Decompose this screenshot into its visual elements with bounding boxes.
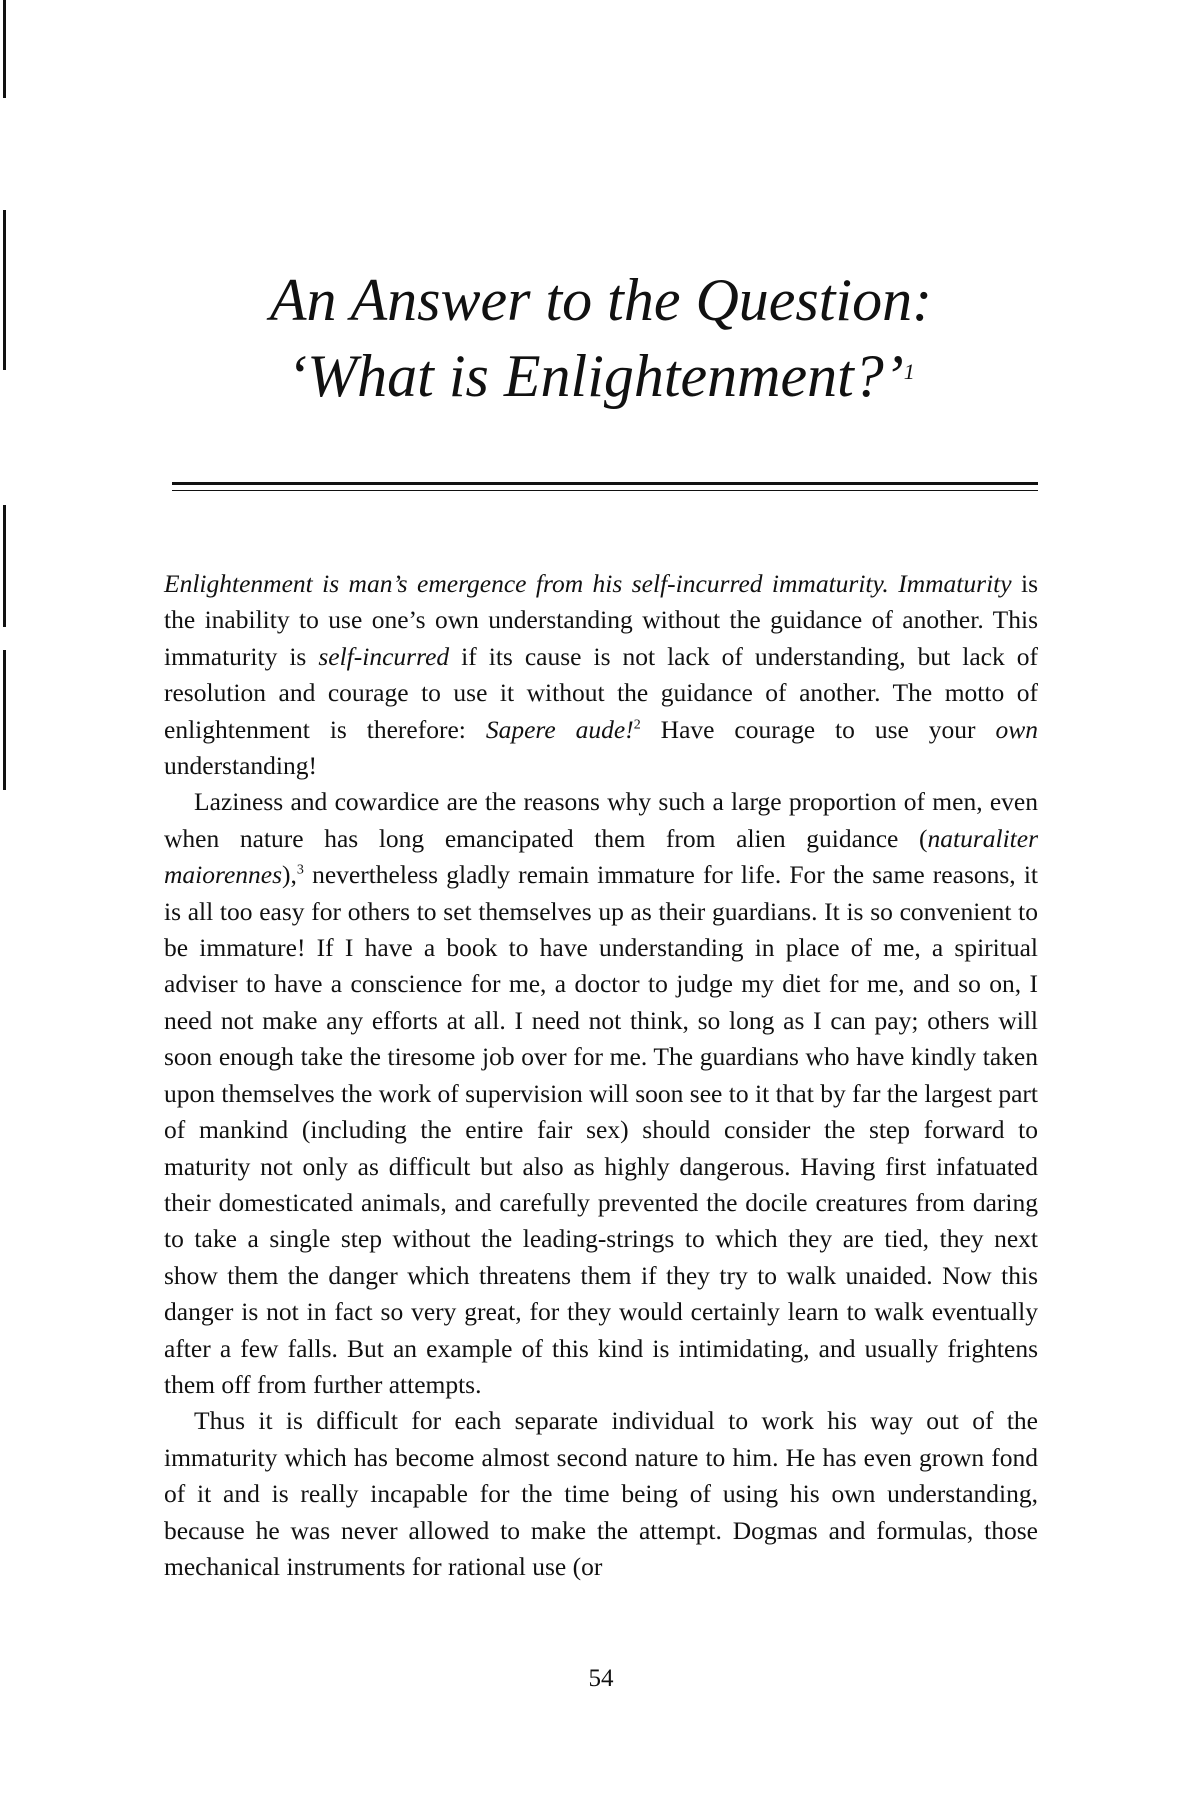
chapter-title-line-1: An Answer to the Question: — [269, 267, 933, 333]
paragraph-1-text-d: understanding! — [164, 751, 317, 781]
opening-sentence: Enlightenment is man’s emergence from his self-incurred immaturity. — [164, 569, 889, 598]
term-own: own — [995, 714, 1038, 744]
footnote-marker-3: 3 — [296, 862, 304, 878]
paragraph-2-text-a: Laziness and cowardice are the reasons why such a large proportion of men, even when nature has long emancipated them from alien guidance ( — [164, 787, 1038, 853]
paragraph-1-text-b: if its cause is not lack of understanding, but lack of resolution and courage to use it without the guidance of another. The motto of enlightenment is therefore: — [164, 641, 1039, 744]
paragraph-1-text-a: is the inability to use one’s own understanding without the guidance of another. This immaturity is — [164, 569, 1038, 671]
page-number: 54 — [588, 1665, 614, 1692]
body-text — [164, 566, 1038, 1585]
left-margin-bar-3 — [3, 505, 6, 627]
chapter-title-line-2: ‘What is Enlightenment?’ — [287, 343, 904, 409]
title-rule-thin — [172, 490, 1038, 491]
term-self-incurred: self-incurred — [318, 641, 450, 671]
paragraph-1-text-c: Have courage to use your — [640, 714, 996, 744]
paragraph-1 — [164, 566, 1038, 784]
left-margin-bar-1 — [3, 0, 6, 98]
latin-phrase: naturaliter maiorennes — [164, 823, 1038, 890]
left-margin-bar-2 — [3, 210, 6, 370]
paragraph-2-close: ), — [282, 860, 297, 890]
chapter-title — [164, 262, 1038, 414]
term-immaturity: Immaturity — [898, 569, 1012, 598]
title-footnote-marker: 1 — [903, 359, 915, 384]
paragraph-3-text: Thus it is difficult for each separate individual to work his way out of the immaturity which has become almost second nature to him. He has even grown fond of it and is really incapable for the time being of using his own understanding, because he was never allowed to make the attempt. Dogmas and formulas, those mechanical instruments for rational use (or — [164, 1406, 1038, 1581]
title-rule-thick — [172, 482, 1038, 485]
paragraph-2-text-b: nevertheless gladly remain immature for life. For the same reasons, it is all too easy for others to set themselves up as their guardians. It is so convenient to be immature! If I have a book to have understanding in place of me, a spiritual adviser to have a conscience for me, a doctor to judge my diet for me, and so on, I need not make any efforts at all. I need not think, so long as I can pay; others will soon enough take the tiresome job over for me. The guardians who have kindly taken upon themselves the work of supervision will soon see to it that by far the largest part of mankind (including the entire fair sex) should consider the step forward to maturity not only as difficult but also as highly dangerous. Having first infatuated their domesticated animals, and carefully prevented the docile creatures from daring to take a single step without the leading-strings to which they are tied, they next show them the danger which threatens them if they try to walk unaided. Now this danger is not in fact so very great, for they would certainly learn to walk eventually after a few falls. But an example of this kind is intimidating, and usually frightens them off from further attempts. — [164, 860, 1038, 1399]
paragraph-3 — [164, 1403, 1038, 1585]
footnote-marker-2: 2 — [633, 717, 641, 733]
paragraph-2 — [164, 784, 1038, 1403]
left-margin-bar-4 — [3, 650, 6, 790]
motto-sapere-aude: Sapere aude! — [485, 714, 634, 744]
